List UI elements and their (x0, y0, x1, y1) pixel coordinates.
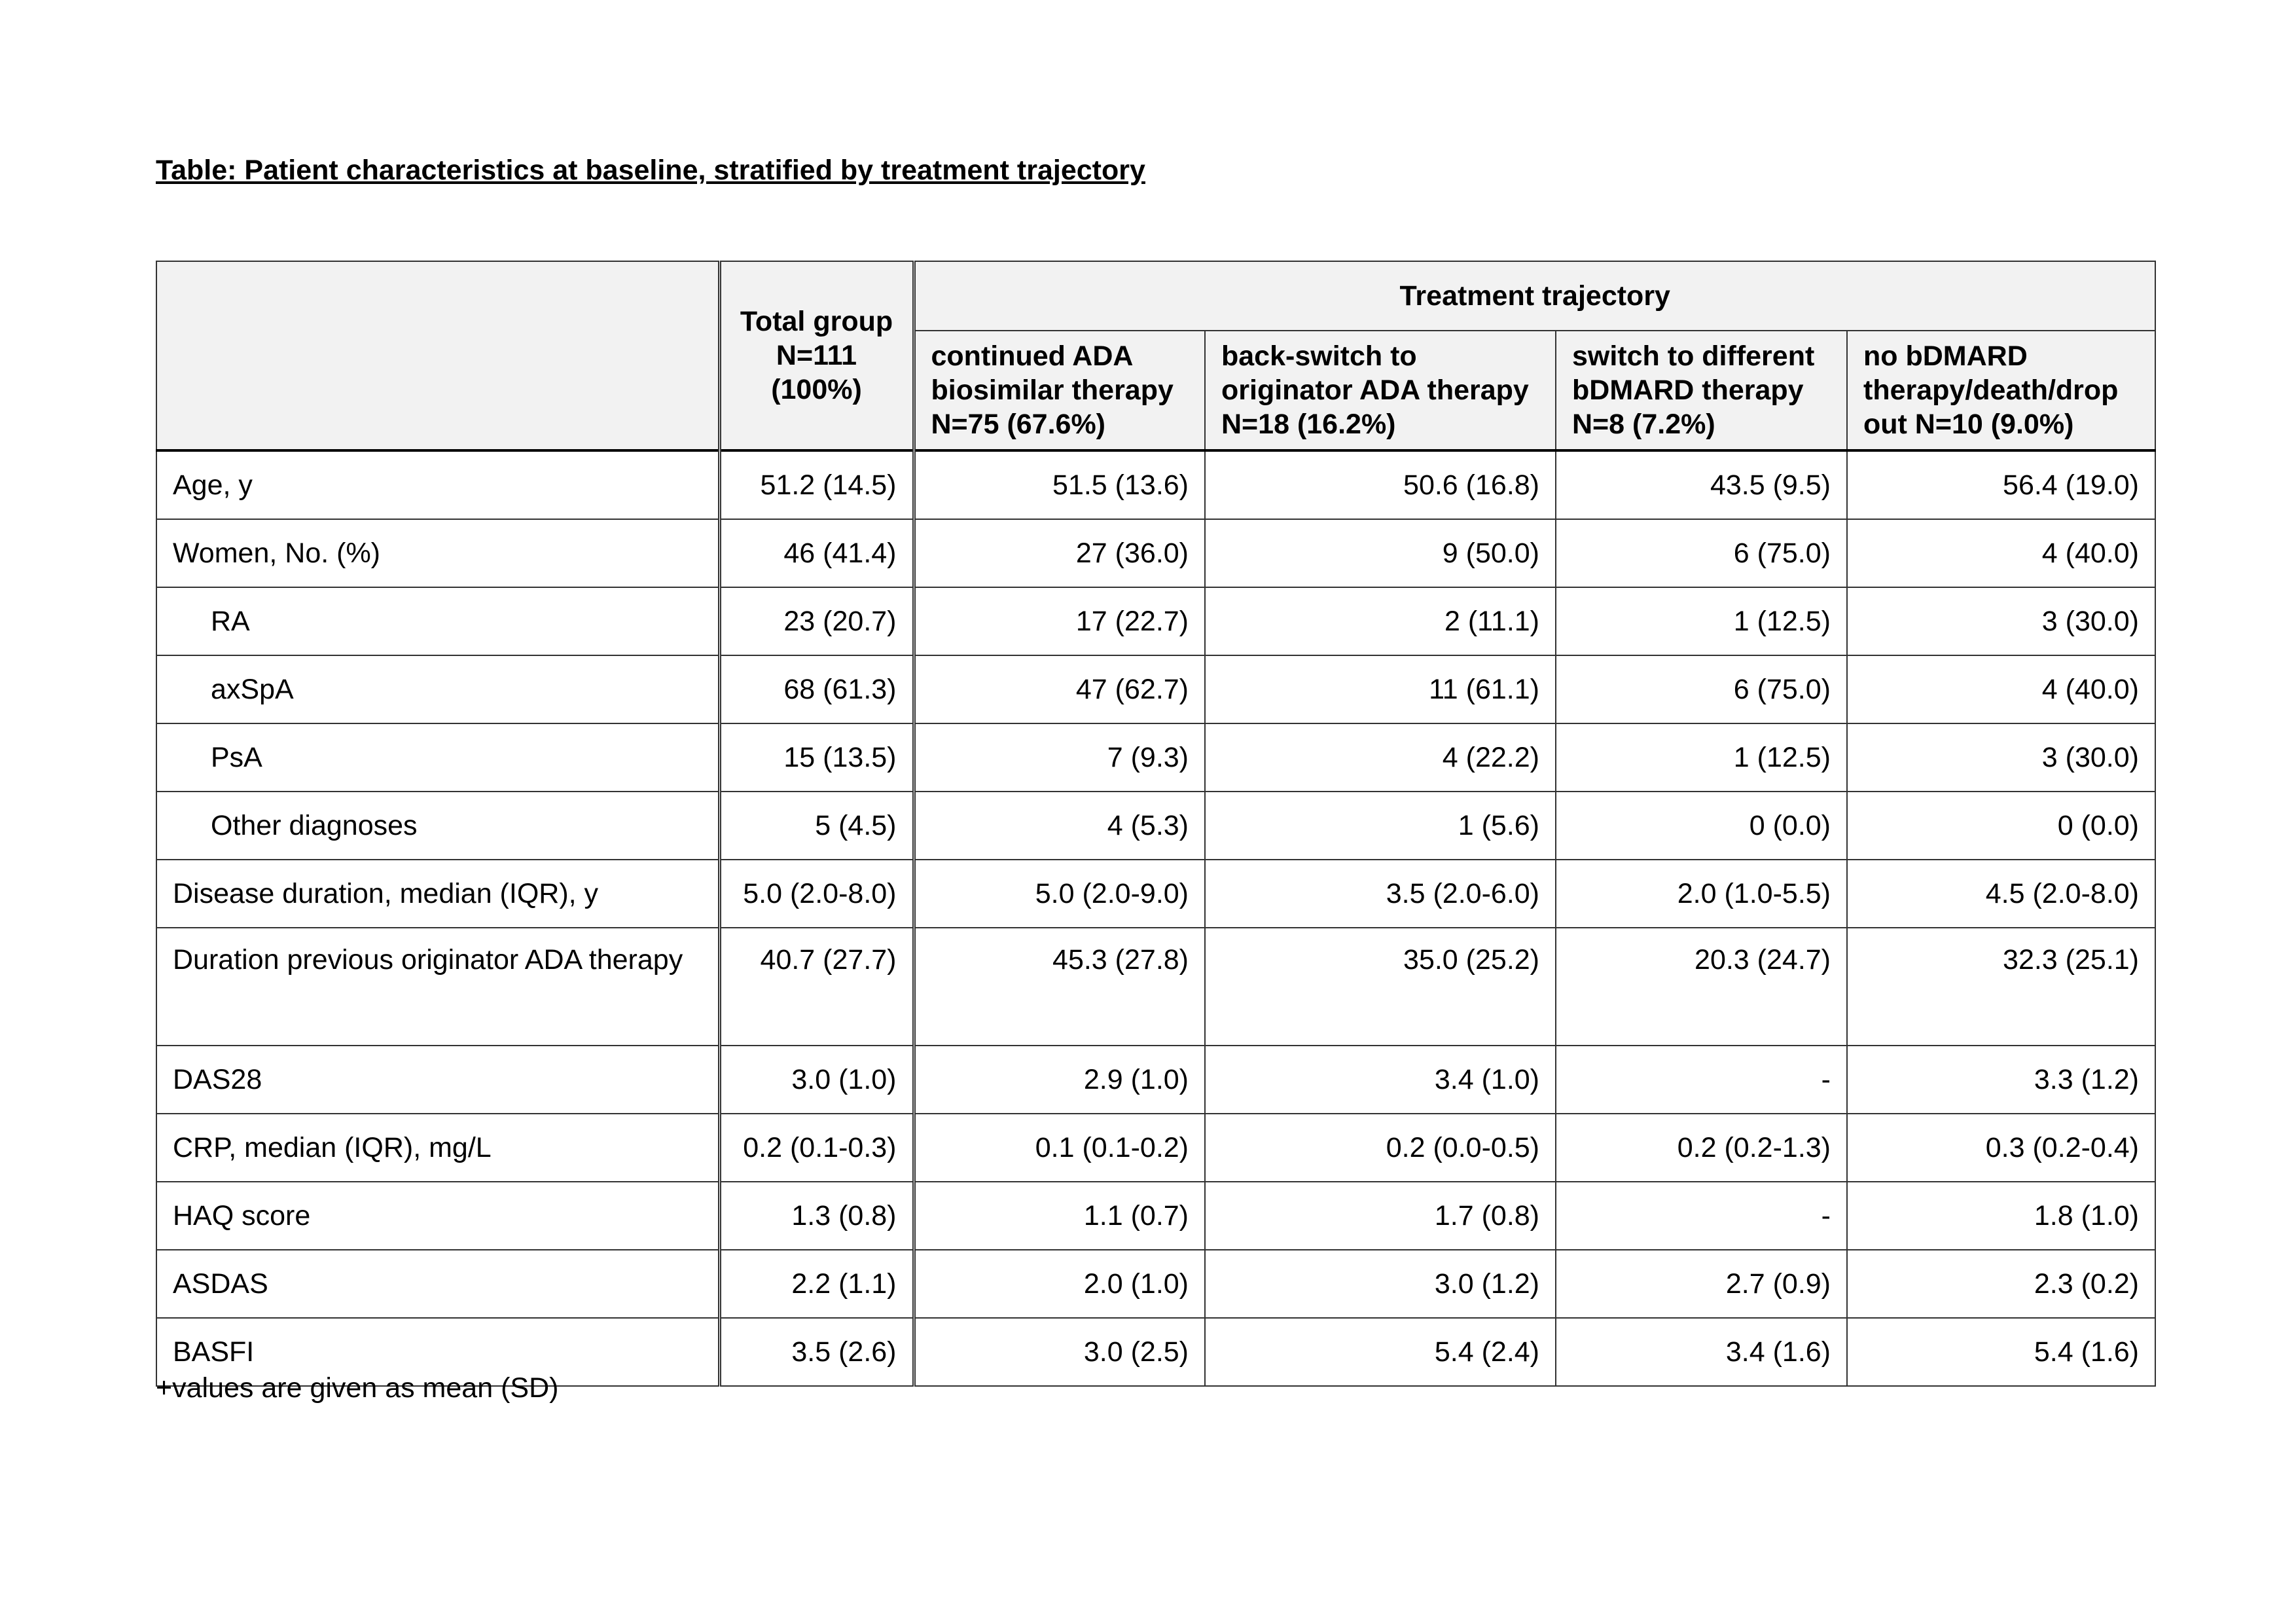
row-label: BASFI (156, 1318, 719, 1386)
table-row (156, 450, 2155, 519)
table-cell: 51.2 (14.5) (719, 450, 914, 519)
table-cell: 2.0 (1.0-5.5) (1556, 860, 1847, 928)
table-cell: 46 (41.4) (719, 519, 914, 587)
table-cell: - (1556, 1182, 1847, 1250)
table-cell: 4 (40.0) (1847, 655, 2155, 723)
table-cell: 1.8 (1.0) (1847, 1182, 2155, 1250)
table-cell: 51.5 (13.6) (914, 450, 1205, 519)
table-cell: 17 (22.7) (914, 587, 1205, 655)
table-cell: 5.0 (2.0-9.0) (914, 860, 1205, 928)
table-cell: 0.2 (0.0-0.5) (1205, 1114, 1556, 1182)
table-cell: 5.4 (2.4) (1205, 1318, 1556, 1386)
footnote: +values are given as mean (SD) (156, 1372, 559, 1404)
table-cell: 6 (75.0) (1556, 655, 1847, 723)
patient-characteristics-table (156, 261, 2156, 1387)
table-cell: 40.7 (27.7) (719, 928, 914, 1046)
table-cell: 0 (0.0) (1556, 792, 1847, 860)
table-title: Table: Patient characteristics at baseline, stratified by treatment trajectory (156, 155, 1145, 186)
table-row (156, 1182, 2155, 1250)
row-label: Disease duration, median (IQR), y (156, 860, 719, 928)
table-cell: 4 (5.3) (914, 792, 1205, 860)
table-cell: 0.2 (0.2-1.3) (1556, 1114, 1847, 1182)
table-cell: 3 (30.0) (1847, 723, 2155, 792)
table-cell: 4 (40.0) (1847, 519, 2155, 587)
table-cell: 68 (61.3) (719, 655, 914, 723)
row-label: Other diagnoses (156, 792, 719, 860)
table-cell: 3.0 (2.5) (914, 1318, 1205, 1386)
table-cell: 3.4 (1.0) (1205, 1046, 1556, 1114)
table-cell: 2.9 (1.0) (914, 1046, 1205, 1114)
table-cell: 3 (30.0) (1847, 587, 2155, 655)
row-label: Age, y (156, 450, 719, 519)
table-row (156, 1114, 2155, 1182)
table-cell: 5.4 (1.6) (1847, 1318, 2155, 1386)
header-total-group: Total group N=111 (100%) (719, 261, 914, 450)
row-label: Women, No. (%) (156, 519, 719, 587)
table-cell: 0.2 (0.1-0.3) (719, 1114, 914, 1182)
table-cell: 1.1 (0.7) (914, 1182, 1205, 1250)
row-label: PsA (156, 723, 719, 792)
header-group: continued ADA biosimilar therapy N=75 (67.6%) (914, 331, 1205, 450)
table-row (156, 519, 2155, 587)
table-cell: 1 (12.5) (1556, 587, 1847, 655)
table-cell: 3.0 (1.2) (1205, 1250, 1556, 1318)
table-row (156, 1250, 2155, 1318)
table-cell: 20.3 (24.7) (1556, 928, 1847, 1046)
header-group: back-switch to originator ADA therapy N=18 (16.2%) (1205, 331, 1556, 450)
table-cell: 2.0 (1.0) (914, 1250, 1205, 1318)
row-label: axSpA (156, 655, 719, 723)
table-cell: 7 (9.3) (914, 723, 1205, 792)
table-cell: 9 (50.0) (1205, 519, 1556, 587)
row-label: CRP, median (IQR), mg/L (156, 1114, 719, 1182)
table-cell: 2 (11.1) (1205, 587, 1556, 655)
table-cell: 5 (4.5) (719, 792, 914, 860)
table-cell: 3.0 (1.0) (719, 1046, 914, 1114)
table-cell: 23 (20.7) (719, 587, 914, 655)
table-cell: 27 (36.0) (914, 519, 1205, 587)
table-cell: 3.4 (1.6) (1556, 1318, 1847, 1386)
header-treatment-trajectory: Treatment trajectory (914, 261, 2155, 331)
table-cell: 56.4 (19.0) (1847, 450, 2155, 519)
table-cell: 2.7 (0.9) (1556, 1250, 1847, 1318)
table-cell: 50.6 (16.8) (1205, 450, 1556, 519)
table-cell: - (1556, 1046, 1847, 1114)
table-cell: 15 (13.5) (719, 723, 914, 792)
row-label: RA (156, 587, 719, 655)
table-cell: 43.5 (9.5) (1556, 450, 1847, 519)
row-label: Duration previous originator ADA therapy (156, 928, 719, 1046)
table-cell: 3.5 (2.0-6.0) (1205, 860, 1556, 928)
table-cell: 1 (12.5) (1556, 723, 1847, 792)
table-row (156, 655, 2155, 723)
table-cell: 0.1 (0.1-0.2) (914, 1114, 1205, 1182)
row-label: ASDAS (156, 1250, 719, 1318)
header-group: no bDMARD therapy/death/drop out N=10 (9.0%) (1847, 331, 2155, 450)
table-cell: 3.5 (2.6) (719, 1318, 914, 1386)
table-row (156, 928, 2155, 1046)
table-cell: 45.3 (27.8) (914, 928, 1205, 1046)
table-cell: 3.3 (1.2) (1847, 1046, 2155, 1114)
table-cell: 4 (22.2) (1205, 723, 1556, 792)
table-row (156, 587, 2155, 655)
row-label: HAQ score (156, 1182, 719, 1250)
table-cell: 32.3 (25.1) (1847, 928, 2155, 1046)
header-blank (156, 261, 719, 450)
table-cell: 1.3 (0.8) (719, 1182, 914, 1250)
table-cell: 2.2 (1.1) (719, 1250, 914, 1318)
table-cell: 1.7 (0.8) (1205, 1182, 1556, 1250)
table-cell: 0.3 (0.2-0.4) (1847, 1114, 2155, 1182)
table-row (156, 1046, 2155, 1114)
table-cell: 1 (5.6) (1205, 792, 1556, 860)
table-row (156, 723, 2155, 792)
table-cell: 47 (62.7) (914, 655, 1205, 723)
table-cell: 2.3 (0.2) (1847, 1250, 2155, 1318)
table-cell: 6 (75.0) (1556, 519, 1847, 587)
row-label: DAS28 (156, 1046, 719, 1114)
table-cell: 11 (61.1) (1205, 655, 1556, 723)
table-cell: 5.0 (2.0-8.0) (719, 860, 914, 928)
header-group: switch to different bDMARD therapy N=8 (7.2%) (1556, 331, 1847, 450)
table-row (156, 860, 2155, 928)
table-cell: 4.5 (2.0-8.0) (1847, 860, 2155, 928)
table-row (156, 792, 2155, 860)
table-cell: 35.0 (25.2) (1205, 928, 1556, 1046)
table-cell: 0 (0.0) (1847, 792, 2155, 860)
